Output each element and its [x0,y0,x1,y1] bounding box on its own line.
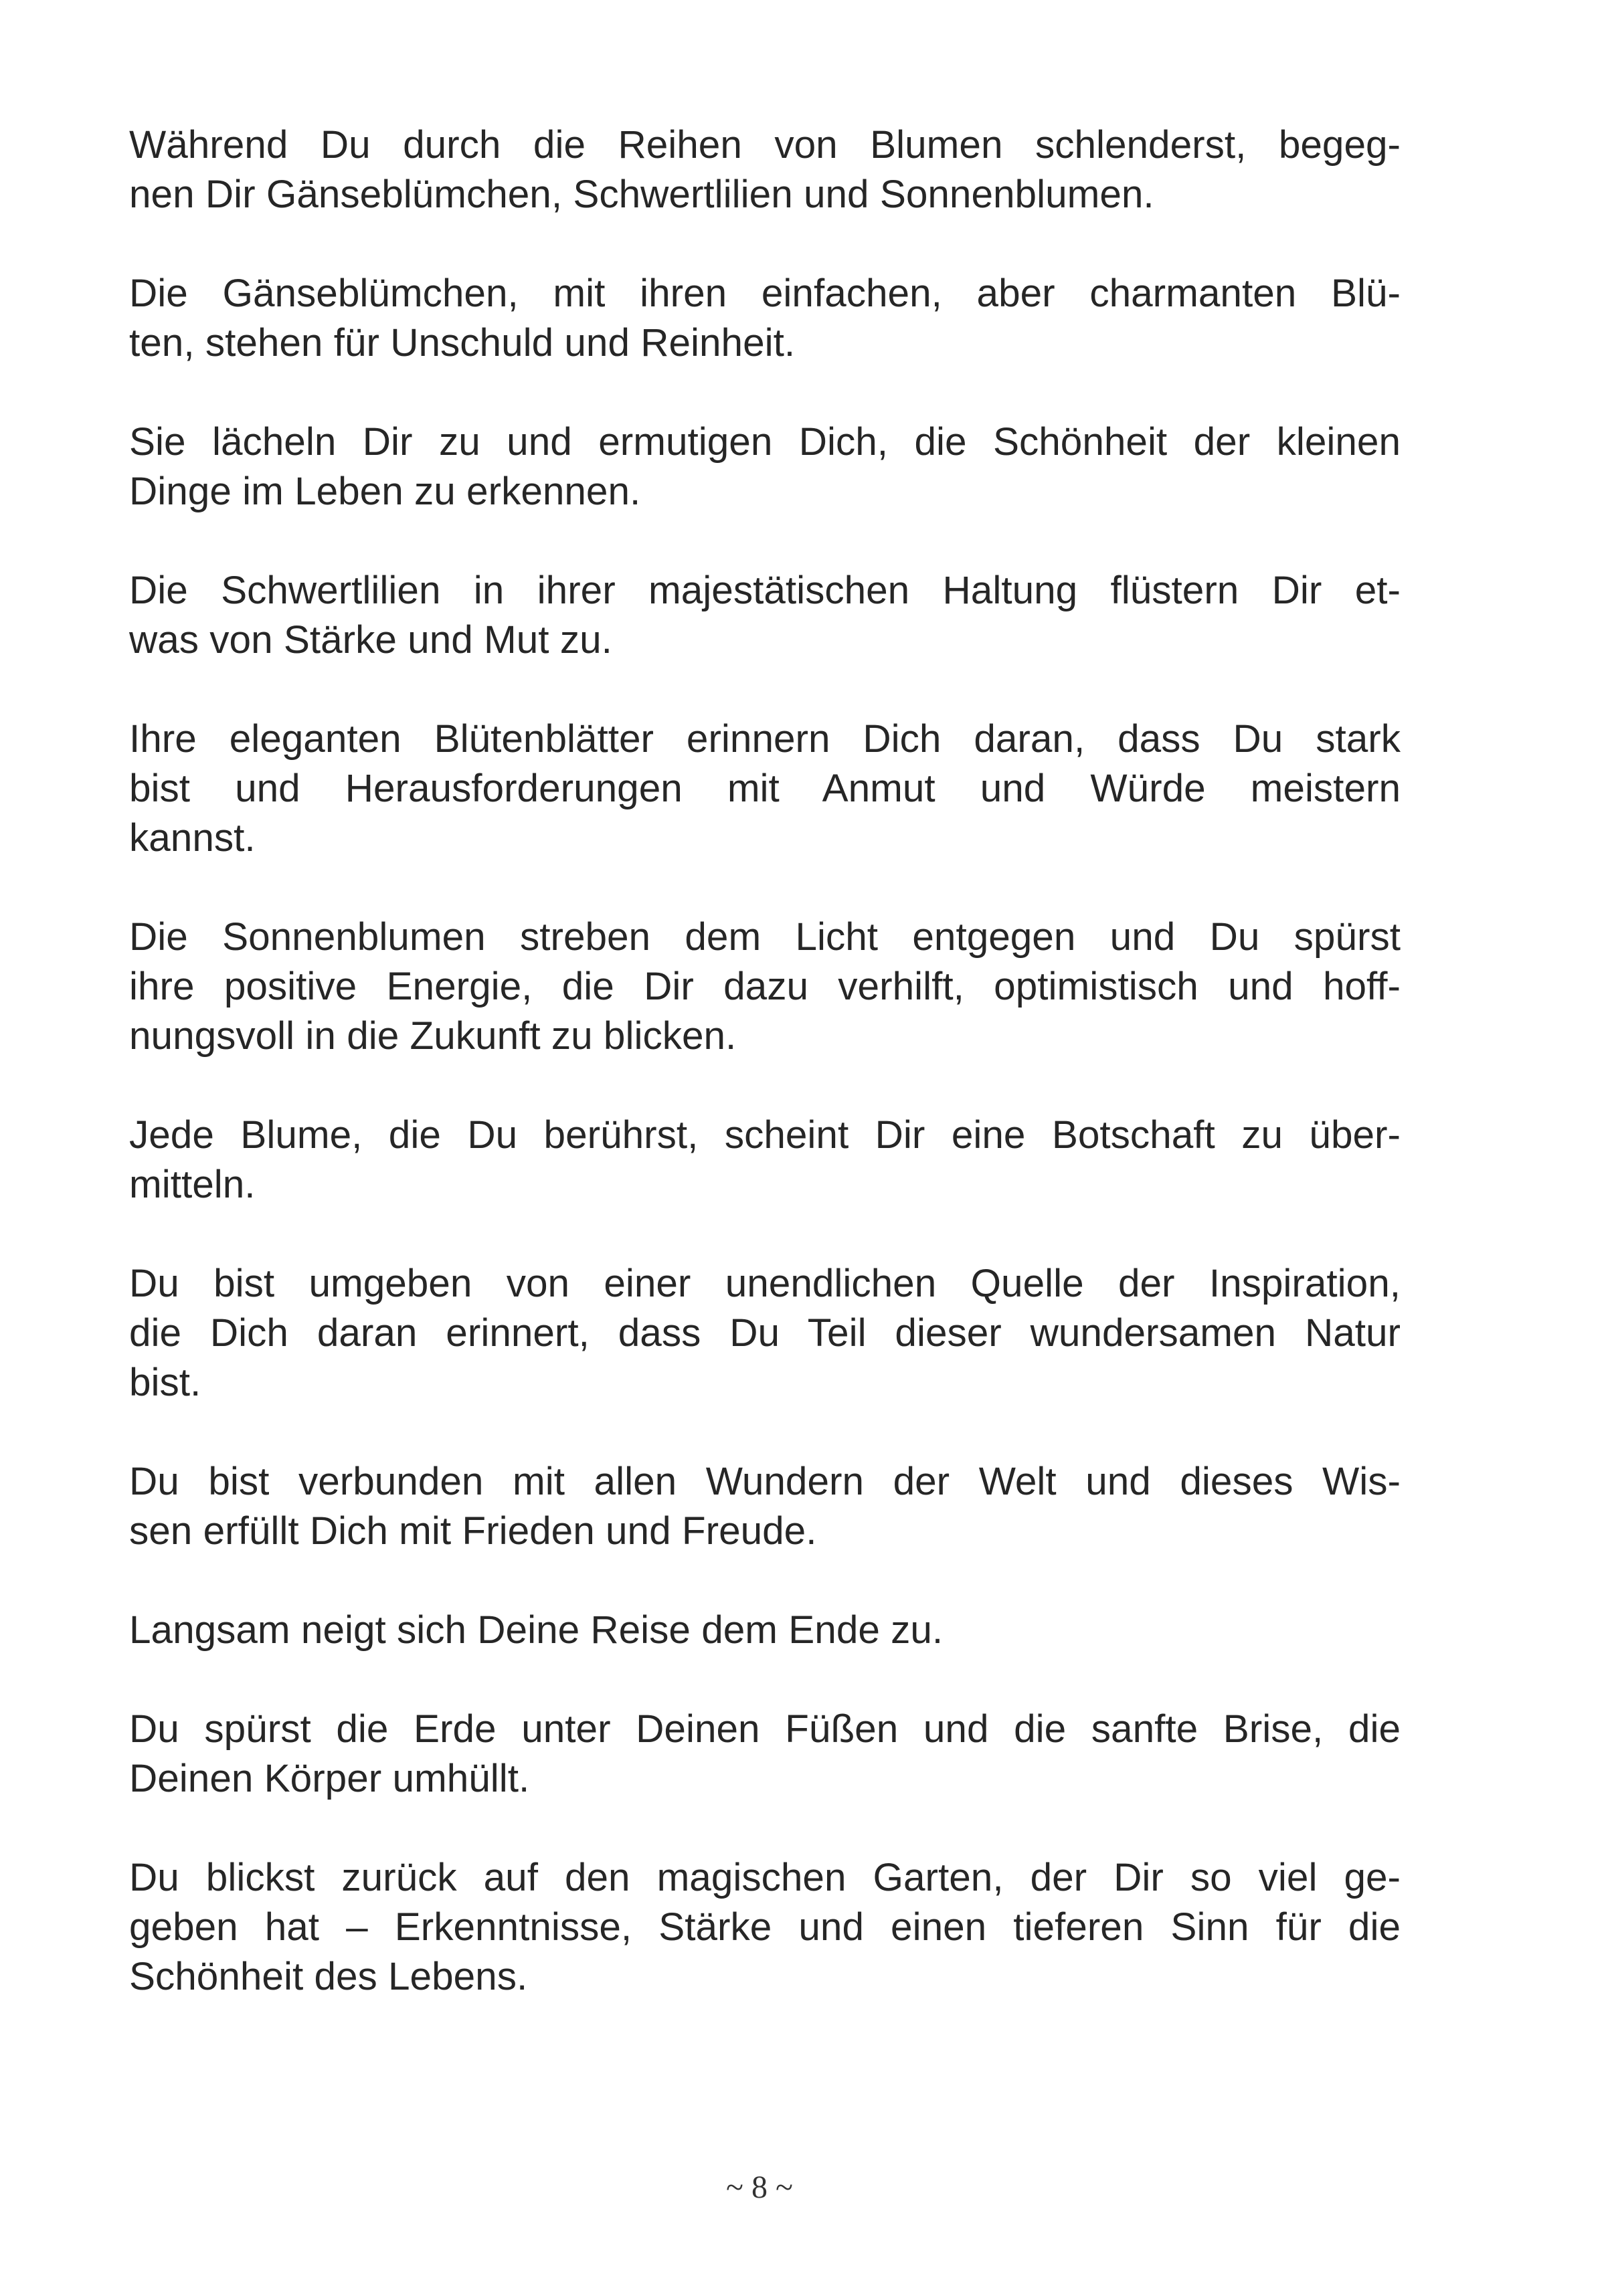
text-line: Du bist umgeben von einer unendlichen Quelle der Inspiration, [129,1262,1401,1305]
text-line: was von Stärke und Mut zu. [129,618,612,662]
text-line: Während Du durch die Reihen von Blumen schlenderst, begeg- [129,123,1401,167]
text-line: Die Gänseblümchen, mit ihren einfachen, aber charmanten Blü- [129,272,1401,315]
paragraph [129,1853,1401,2002]
page-number: ~ 8 ~ [726,2170,793,2205]
paragraph [129,120,1401,219]
text-line: Die Schwertlilien in ihrer majestätischen Haltung flüstern Dir et- [129,569,1401,612]
text-line: Schönheit des Lebens. [129,1955,528,1998]
text-line: Langsam neigt sich Deine Reise dem Ende zu. [129,1608,944,1652]
text-line: Dinge im Leben zu erkennen. [129,470,641,513]
text-line: Du bist verbunden mit allen Wundern der Welt und dieses Wis- [129,1460,1401,1503]
text-line: geben hat – Erkenntnisse, Stärke und einen tieferen Sinn für die [129,1905,1401,1949]
text-line: Du spürst die Erde unter Deinen Füßen und die sanfte Brise, die [129,1707,1401,1751]
text-line: Ihre eleganten Blütenblätter erinnern Dich daran, dass Du stark [129,717,1401,761]
text-line: Deinen Körper umhüllt. [129,1757,530,1800]
paragraph [129,1457,1401,1556]
paragraph [129,1705,1401,1804]
text-line: bist. [129,1361,201,1404]
paragraph [129,566,1401,665]
text-line: nen Dir Gänseblümchen, Schwertlilien und Sonnenblumen. [129,173,1154,216]
paragraph [129,1606,1401,1655]
text-line: Du blickst zurück auf den magischen Garten, der Dir so viel ge- [129,1856,1401,1899]
paragraph [129,417,1401,516]
paragraph [129,714,1401,863]
paragraph [129,269,1401,368]
text-line: die Dich daran erinnert, dass Du Teil dieser wundersamen Natur [129,1311,1401,1355]
paragraph [129,913,1401,1061]
text-line: ten, stehen für Unschuld und Reinheit. [129,321,796,365]
text-line: kannst. [129,816,256,860]
paragraph [129,1259,1401,1408]
text-line: nungsvoll in die Zukunft zu blicken. [129,1014,737,1058]
text-line: bist und Herausforderungen mit Anmut und Würde meistern [129,767,1401,810]
body-text [129,120,1401,2051]
text-line: ihre positive Energie, die Dir dazu verhilft, optimistisch und hoff- [129,965,1401,1008]
text-line: Sie lächeln Dir zu und ermutigen Dich, die Schönheit der kleinen [129,420,1401,464]
text-line: mitteln. [129,1163,256,1206]
text-line: Jede Blume, die Du berührst, scheint Dir eine Botschaft zu über- [129,1113,1401,1157]
text-line: Die Sonnenblumen streben dem Licht entgegen und Du spürst [129,915,1401,959]
paragraph [129,1111,1401,1210]
text-line: sen erfüllt Dich mit Frieden und Freude. [129,1509,817,1553]
